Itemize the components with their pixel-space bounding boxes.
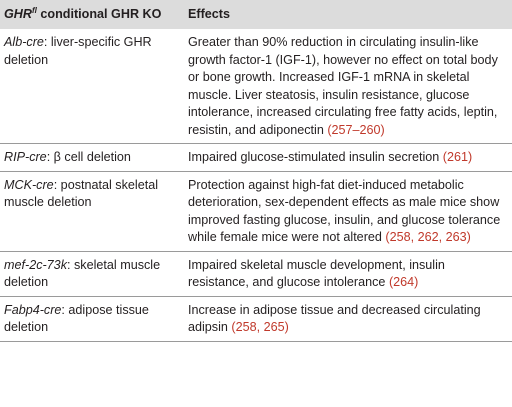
effect-text: Greater than 90% reduction in circulating insulin-like growth factor-1 (IGF-1), however no effect on total body or bone growth. Increased IGF-1 mRNA in skeletal muscle. Liver steatosis, insulin resistance, glucose intolerance, increased circulating free fatty acids, leptin, resistin, and adiponectin xyxy=(188,35,498,137)
effect-text: Impaired skeletal muscle development, insulin resistance, and glucose intolerance xyxy=(188,257,445,289)
table-row xyxy=(0,144,512,172)
deletion-target: : postnatal skeletal muscle deletion xyxy=(4,177,158,209)
reference-link[interactable]: (257–260) xyxy=(327,122,385,137)
effect-cell xyxy=(185,29,512,144)
header-gene: GHR xyxy=(4,7,32,22)
effect-text: Protection against high-fat diet-induced metabolic deterioration, sex-dependent effects as male mice show improved fasting glucose, insulin, and glucose tolerance while female mice were not altered xyxy=(188,177,501,244)
deletion-target: : β cell deletion xyxy=(46,150,131,164)
cre-line: MCK-cre xyxy=(4,177,54,192)
header-row xyxy=(0,0,512,29)
table-row xyxy=(0,171,512,251)
deletion-target: : liver-specific GHR deletion xyxy=(4,35,152,67)
reference-link[interactable]: (264) xyxy=(388,275,419,289)
effect-cell xyxy=(185,144,512,172)
effect-text: Increase in adipose tissue and decreased circulating adipsin xyxy=(188,302,481,334)
effect-cell xyxy=(185,171,512,251)
cre-line: RIP-cre xyxy=(4,150,47,164)
table-row xyxy=(0,296,512,341)
deletion-target: : adipose tissue deletion xyxy=(4,302,149,334)
table-row xyxy=(0,251,512,296)
knockout-cell xyxy=(0,144,185,172)
header-effects: Effects xyxy=(188,7,230,22)
header-gene-superscript: fl xyxy=(32,6,37,16)
knockout-cell xyxy=(0,171,185,251)
table-row xyxy=(0,29,512,144)
effect-text: Impaired glucose-stimulated insulin secretion xyxy=(188,150,443,164)
reference-link[interactable]: (261) xyxy=(442,150,473,164)
cre-line: Alb-cre xyxy=(4,35,44,49)
cre-line: Fabp4-cre xyxy=(4,302,62,317)
knockout-cell xyxy=(0,251,185,296)
reference-link[interactable]: (258, 262, 263) xyxy=(385,230,471,244)
effect-cell xyxy=(185,251,512,296)
header-conditional-ko xyxy=(0,0,185,29)
deletion-target: : skeletal muscle deletion xyxy=(4,257,161,289)
header-conditional-ko-label: conditional GHR KO xyxy=(36,7,162,22)
knockout-cell xyxy=(0,29,185,144)
knockout-cell xyxy=(0,296,185,341)
effect-cell xyxy=(185,296,512,341)
cre-line: mef-2c-73k xyxy=(4,257,67,272)
reference-link[interactable]: (258, 265) xyxy=(231,320,289,334)
